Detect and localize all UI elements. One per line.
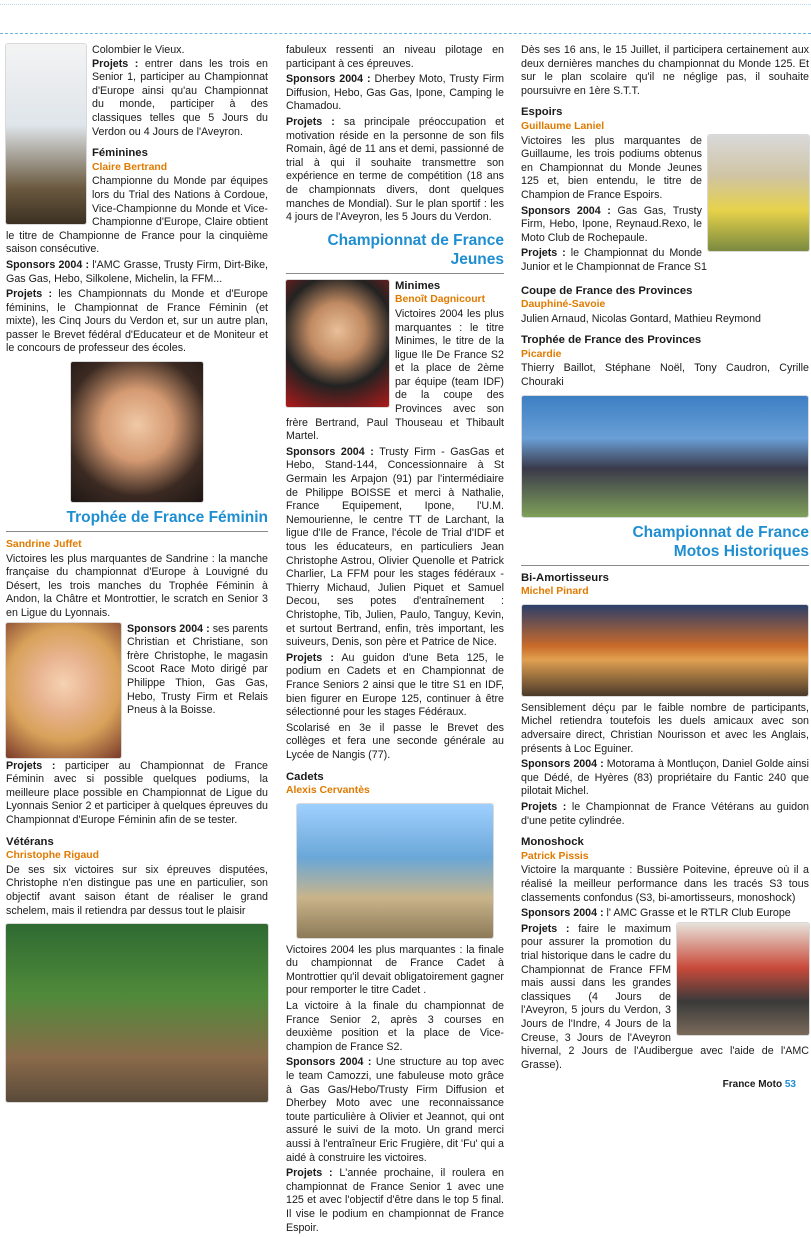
- historiques-title: Championnat de France Motos Historiques: [521, 523, 809, 566]
- minimes-name: Benoît Dagnicourt: [395, 294, 486, 306]
- mono-text: Victoire la marquante : Bussière Poitevine, épreuve où il a réalisé la meilleur performance dans les tracés S3 tous classements confondus (S3, bi-amortisseurs, monoshock): [521, 864, 809, 904]
- trophee-feminin-text: Victoires les plus marquantes de Sandrine : la manche française du championnat d'Europe à Louvigné du Désert, les trois manches du Trophée Féminin à Andon, la Châtre et Montrottier, le scratch en Senior 3 en Ligue du Lyonnais.: [6, 552, 268, 620]
- veterans-name: Christophe Rigaud: [6, 850, 99, 862]
- biam-sponsors: Sponsors 2004 : Motorama à Montluçon, Daniel Golde ainsi que Dédé, de Hyères (83) propriétaire du Fantic 240 que pilotait Michel.: [521, 758, 809, 798]
- column-1: [6, 44, 268, 1108]
- coupe-provinces-heading: Coupe de France des Provinces: [521, 284, 693, 297]
- minimes-text: Victoires 2004 les plus marquantes : le titre Minimes, le titre de la ligue Ile De France S2 et la place de 2ème par équipe (team IDF) de la coupe des Provinces avec son frère Bertrand, Paul Thouseau et Thibault Martel.: [286, 307, 504, 443]
- cadets-text-2: La victoire à la finale du championnat de France Senior 2, après 3 courses en deuxième position et la place de Vice-champion de France S2.: [286, 1000, 504, 1053]
- feminines-projets: Projets : les Championnats du Monde et d'Europe féminins, le Championnat de France Féminin (et mixte), les Cinq Jours du Verdon et, sur un autre plan, passer le Brevet fédéral d'Educateur et de Moniteur et le concours de professeur des écoles.: [6, 288, 268, 355]
- trophee-provinces-name: Picardie: [521, 348, 562, 360]
- trophee-feminin-sponsors: Sponsors 2004 : ses parents Christian et Christiane, son frère Christophe, le magasin Scoot Race Moto dirigé par Philippe Thion, Gas Gas, Hebo, Trusty Firm et Relais Pneus à la Boisse.: [127, 622, 269, 717]
- cadets-heading: Cadets: [286, 770, 324, 783]
- photo-veterans-riders: [6, 924, 268, 1102]
- biam-name: Michel Pinard: [521, 586, 589, 598]
- biam-text: Sensiblement déçu par le faible nombre de participants, Michel retiendra toutefois les duels amicaux avec son adversaire direct, Christian Nourisson et avec les Anglais, présents à Loc Eguiner.: [521, 701, 809, 755]
- cadets-projets: Projets : L'année prochaine, il roulera en championnat de France Senior 1 avec une 125 et avec l'objectif d'être dans le top 5 final. Il vise le podium en championnat de France Espoir.: [286, 1167, 504, 1234]
- magazine-footer: [716, 1079, 796, 1090]
- feminines-sponsors: Sponsors 2004 : l'AMC Grasse, Trusty Firm, Dirt-Bike, Gas Gas, Hebo, Silkolene, Michelin, la FFM...: [6, 258, 268, 285]
- minimes-projets: Projets : Au guidon d'une Beta 125, le podium en Cadets et en Championnat de France Seniors 2 ainsi que le titre S1 en IDF, bien figurer en Europe 125, continuer à être sélectionné pour les stages Fédéraux.: [286, 651, 504, 719]
- coupe-provinces-text: Julien Arnaud, Nicolas Gontard, Mathieu Reymond: [521, 312, 762, 325]
- trophee-feminin-projets: Projets : participer au Championnat de France Féminin avec si possible quelques podiums, la meilleure place possible en Championnat de Ligue du Lyonnais Senior 2 et participer à quelques épreuves du Championnat d'Europe Féminin afin de se tester.: [6, 759, 268, 826]
- coupe-provinces-name: Dauphiné-Savoie: [521, 299, 606, 311]
- photo-ffm-team: [522, 396, 808, 517]
- espoirs-name: Guillaume Laniel: [521, 120, 605, 132]
- mono-sponsors: Sponsors 2004 : l' AMC Grasse et le RTLR Club Europe: [521, 907, 791, 920]
- veterans-text: De ses six victoires sur six épreuves disputées, Christophe n'en distingue pas une en particulier, son objectif avant saison étant de réaliser le grand schelem, mais il retiendra par dessus tout le plaisir: [6, 863, 268, 917]
- photo-patrick-pissis: [677, 923, 809, 1035]
- espoirs-heading: Espoirs: [521, 106, 563, 119]
- minimes-sponsors: Sponsors 2004 : Trusty Firm - GasGas et Hebo, Stand-144, Concessionnaire à St Germain les Arpajon (91) par l'intermédiaire de Philippe BOISSE et merci à Nathalie, France Equipement, Ipone, l'U.M. Nemourienne, le centre TT de Larchant, la ligue d'Ile de France, l'école de Trial d'IDF et tous les éducateurs, en particuliers Jean Christophe Astrou, Olivier Quenolle et Patrick Charlier, La FFM pour les stages fédéraux - Thierry Michaud, Julien Piquet et Samuel Decou, ses potes d'entraînement : Christophe, Tib, Julien, Paulo, Tanguy, Kevin, et surtout Bertrand, enfin, très important, les suiveurs, Denis, son père et Patrice de Nice.: [286, 445, 505, 649]
- mono-heading: Monoshock: [521, 836, 584, 849]
- top-dashed-rule: [0, 33, 811, 34]
- trophee-provinces-text: Thierry Baillot, Stéphane Noël, Tony Caudron, Cyrille Chouraki: [521, 362, 809, 389]
- cadets-text-1: Victoires 2004 les plus marquantes : la finale du championnat de France Cadet à Montrottier qu'il devait obligatoirement gagner pour remporter le titre Cadet .: [286, 943, 504, 997]
- magazine-name: France Moto: [722, 1079, 783, 1090]
- minimes-scolarite: Scolarisé en 3e il passe le Brevet des collèges et fera une seconde générale au Lycée de Nangis (77).: [286, 721, 504, 761]
- col2-intro: fabuleux ressenti an niveau pilotage en participant à ces épreuves.: [286, 44, 504, 70]
- trophee-feminin-name: Sandrine Juffet: [6, 539, 82, 551]
- jeunes-title: Championnat de France Jeunes: [286, 231, 504, 274]
- trophee-feminin-title: Trophée de France Féminin: [6, 508, 268, 532]
- photo-sandrine-juffet: [6, 623, 121, 758]
- col2-sponsors: Sponsors 2004 : Dherbey Moto, Trusty Firm Diffusion, Hebo, Gas Gas, Ipone, Camping le Chamadou.: [286, 73, 504, 113]
- top-dotted-rule: [0, 4, 811, 5]
- espoirs-projets: Projets : le Championnat du Monde Junior et le Championnat de France S1: [521, 247, 707, 273]
- biam-projets: Projets : le Championnat de France Vétérans au guidon d'une petite cylindrée.: [521, 801, 809, 827]
- feminines-heading: Féminines: [92, 147, 148, 160]
- photo-alexis-cervantes: [297, 804, 493, 938]
- feminines-name: Claire Bertrand: [92, 161, 168, 173]
- minimes-heading: Minimes: [395, 279, 441, 292]
- photo-claire-bertrand: [71, 362, 203, 502]
- espoirs-sponsors: Sponsors 2004 : Gas Gas, Trusty Firm, Hebo, Ipone, Reynaud.Rexo, le Moto Club de Rochepaule.: [521, 204, 702, 244]
- column-3: [521, 44, 809, 1074]
- biam-heading: Bi-Amortisseurs: [521, 571, 609, 584]
- cadets-sponsors: Sponsors 2004 : Une structure au top avec le team Camozzi, une fabuleuse moto grâce à Gas Gas/Hebo/Trusty Firm Diffusion et Dherbey Moto avec une reconnaissance toute particulière à Olivier et Jeannot, qui ont assuré le suivi de la moto. Un grand merci aussi à l'entraîneur Eric Frugière, dit 'Fu' qui a aidé à construire les victoires.: [286, 1056, 504, 1164]
- photo-benoit-dagnicourt: [286, 280, 389, 407]
- page-number: 53: [784, 1079, 796, 1090]
- column-2: [286, 44, 504, 1237]
- col1-intro: Colombier le Vieux. Projets : entrer dans les trois en Senior 1, participer au Championnat d'Europe ainsi qu'au Championnat du monde, participer à des classiques telles que 5 Jours du Verdon ou 4 Jours de l'Aveyron.: [92, 44, 268, 138]
- mono-name: Patrick Pissis: [521, 850, 589, 862]
- espoirs-text: Victoires les plus marquantes de Guillaume, les trois podiums obtenus en Championnat du Monde Jeunes 125 et, bien entendu, le titre de Champion de France Espoirs.: [521, 134, 702, 201]
- photo-rider-trial: [6, 44, 86, 224]
- veterans-heading: Vétérans: [6, 835, 54, 848]
- feminines-text: Championne du Monde par équipes lors du Trial des Nations à Cordoue, Vice-Championne du Monde et Vice-Championne d'Europe, Claire obtient le titre de Championne de France pour la cinquième saison consécutive.: [6, 175, 268, 256]
- cadets-name: Alexis Cervantès: [286, 785, 370, 797]
- photo-michel-pinard: [522, 605, 808, 696]
- col3-intro: Dès ses 16 ans, le 15 Juillet, il participera certainement aux deux dernières manches du championnat du Monde 125. Et sur le plan scolaire qu'il ne néglige pas, il souhaite poursuivre en 1ère S.T.T.: [521, 44, 809, 97]
- col2-projets: Projets : sa principale préoccupation et motivation réside en la personne de son fils Romain, âgé de 11 ans et demi, passionné de trial à qui il souhaite transmettre son expérience en terme de compétition (18 ans de championnats divers, dont quelques manches de Mondial). Sur le plan sportif : les 4 jours de l'Aveyron, les 5 Jours du Verdon.: [286, 115, 504, 224]
- trophee-provinces-heading: Trophée de France des Provinces: [521, 334, 702, 347]
- mono-projets: Projets : faire le maximum pour assurer la promotion du trial historique dans le cadre du Championnat de France FFM mais aussi dans les grandes classiques (4 Jours de l'Aveyron, 5 jours du Verdon, 3 Jours de l'Indre, 4 Jours de la Creuse, 3 Jours de l'Aveyron hivernal, 2 Jours de l'Audibergue avec l'aide de l'AMC Grasse).: [521, 922, 809, 1071]
- photo-guillaume-laniel: [708, 135, 809, 251]
